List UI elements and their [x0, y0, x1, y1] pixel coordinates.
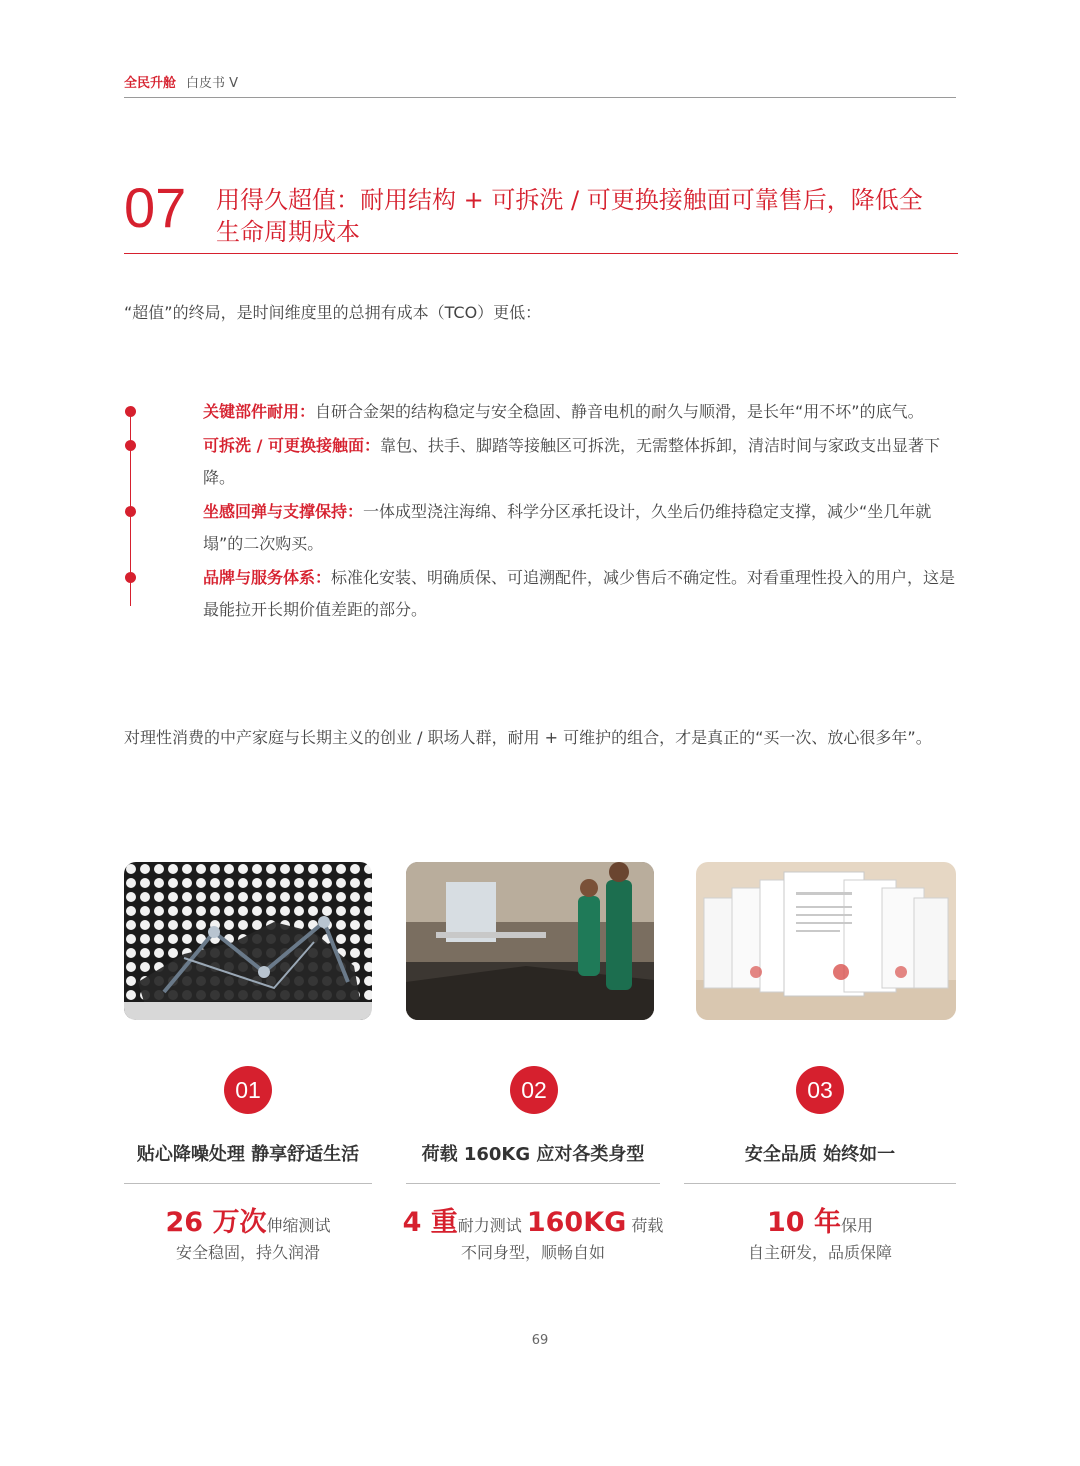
certificates-photo	[696, 862, 956, 1020]
closing-paragraph: 对理性消费的中产家庭与长期主义的创业 / 职场人群，耐用 + 可维护的组合，才是真正的“买一次、放心很多年”。	[124, 728, 932, 747]
feature-number-badge: 03	[796, 1066, 844, 1114]
section-number: 07	[124, 176, 187, 239]
mechanism-photo	[124, 862, 372, 1020]
section-heading	[124, 178, 958, 254]
bullet-dot-icon	[125, 440, 136, 451]
feature-title: 荷载 160KG 应对各类身型	[406, 1140, 660, 1184]
bullet-text: 一体成型浇注海绵、科学分区承托设计，久坐后仍维持稳定支撑，减少“坐几年就塌”的二次购买。	[203, 502, 932, 553]
bullet-item	[124, 562, 958, 626]
feature-stat	[124, 1200, 372, 1239]
bullet-text: 靠包、扶手、脚踏等接触区可拆洗，无需整体拆卸，清洁时间与家政支出显著下降。	[203, 436, 941, 487]
page-number: 69	[531, 1333, 549, 1348]
stat-value: 4 重	[402, 1207, 458, 1238]
stat-label: 荷载	[631, 1216, 664, 1235]
feature-title: 安全品质 始终如一	[684, 1140, 956, 1184]
bullet-label: 品牌与服务体系：	[203, 568, 332, 587]
stat-label: 耐力测试	[457, 1216, 522, 1235]
feature-title: 贴心降噪处理 静享舒适生活	[124, 1140, 372, 1184]
bullet-item	[124, 496, 958, 560]
feature-subtext: 不同身型，顺畅自如	[460, 1243, 605, 1262]
header-doc-title: 白皮书 V	[186, 76, 239, 91]
feature-stat	[392, 1200, 674, 1239]
stat-value: 160KG	[526, 1207, 627, 1238]
feature-number-badge: 02	[510, 1066, 558, 1114]
stat-label: 保用	[840, 1216, 873, 1235]
feature-subtext: 自主研发，品质保障	[747, 1243, 892, 1262]
bullet-text: 标准化安装、明确质保、可追溯配件，减少售后不确定性。对看重理性投入的用户，这是最能拉开长期价值差距的部分。	[203, 568, 956, 619]
header-brand: 全民升舱	[124, 76, 177, 91]
intro-text: “超值”的终局，是时间维度里的总拥有成本（TCO）更低：	[124, 303, 542, 322]
bullet-label: 关键部件耐用：	[203, 402, 316, 421]
bullet-text: 自研合金架的结构稳定与安全稳固、静音电机的耐久与顺滑，是长年“用不坏”的底气。	[315, 402, 924, 421]
bullet-label: 可拆洗 / 可更换接触面：	[203, 436, 380, 455]
bullet-dot-icon	[125, 506, 136, 517]
feature-bullet-list	[124, 396, 958, 628]
stat-value: 26 万次	[165, 1207, 267, 1238]
bullet-item	[124, 396, 958, 428]
feature-subtext: 安全稳固，持久润滑	[175, 1243, 320, 1262]
factory-photo	[406, 862, 654, 1020]
section-title: 用得久超值：耐用结构 + 可拆洗 / 可更换接触面可靠售后，降低全生命周期成本	[216, 186, 923, 246]
feature-number-badge: 01	[224, 1066, 272, 1114]
bullet-dot-icon	[125, 406, 136, 417]
bullet-dot-icon	[125, 572, 136, 583]
bullet-item	[124, 430, 958, 494]
bullet-label: 坐感回弹与支撑保持：	[203, 502, 364, 521]
feature-stat	[684, 1200, 956, 1239]
stat-label: 伸缩测试	[266, 1216, 331, 1235]
stat-value: 10 年	[767, 1207, 841, 1238]
page-header	[124, 72, 956, 98]
